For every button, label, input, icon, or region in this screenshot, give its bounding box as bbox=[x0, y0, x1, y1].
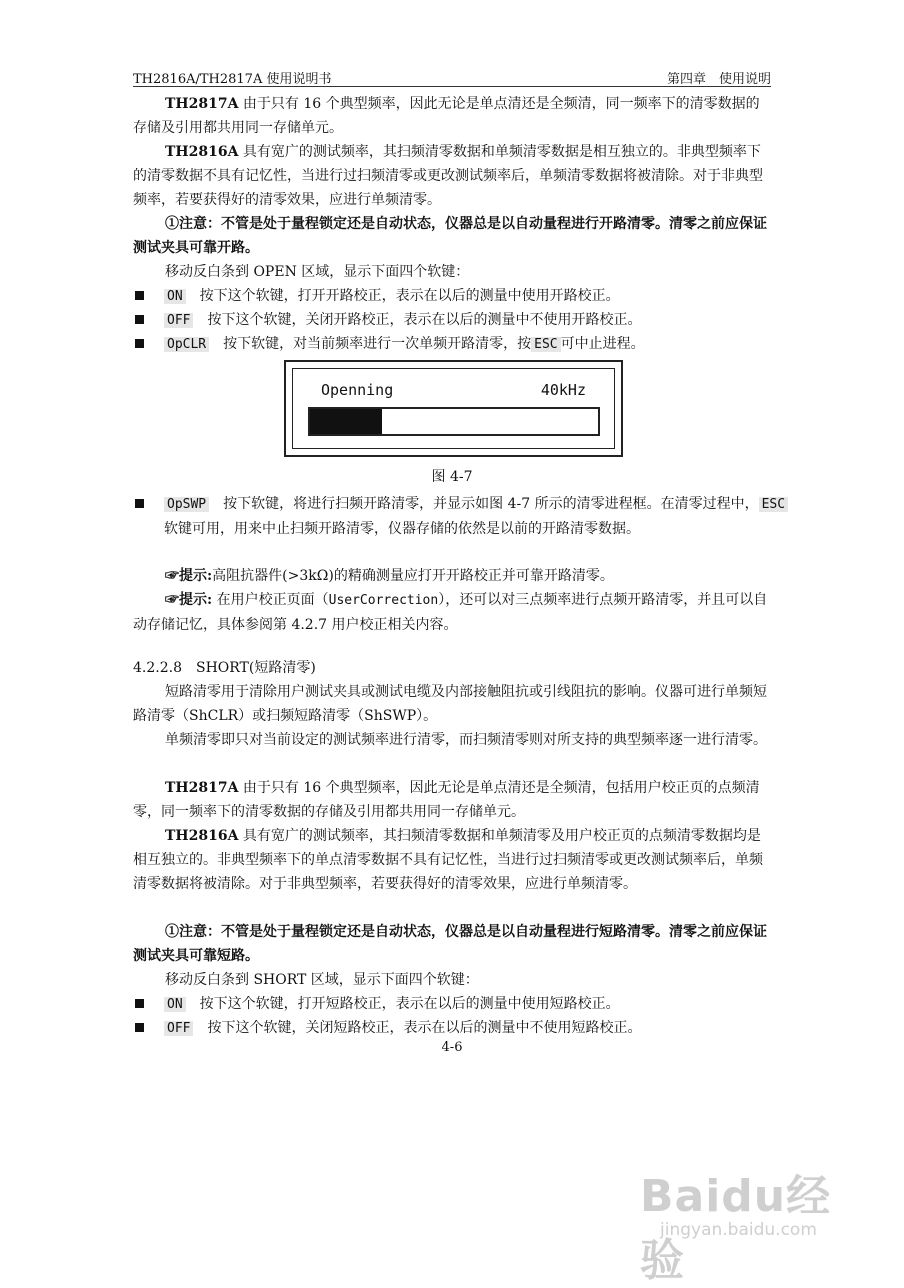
list-item: OFF 按下这个软键，关闭开路校正，表示在以后的测量中不使用开路校正。 bbox=[135, 308, 775, 333]
paragraph-th2817a-open: TH2817A 由于只有 16 个典型频率，因此无论是单点清还是全频清，同一频率下的清零数据的存储及引用都共用同一存储单元。 bbox=[133, 96, 760, 136]
softkey-esc[interactable]: ESC bbox=[759, 497, 788, 512]
tip-user-correction: ☞提示: 在用户校正页面（UserCorrection），还可以对三点频率进行点频开路清零，并且可以自动存储记忆，具体参阅第 4.2.7 用户校正相关内容。 bbox=[133, 592, 768, 633]
paragraph-short-single: 单频清零即只对当前设定的测试频率进行清零，而扫频清零则对所支持的典型频率逐一进行清零。 bbox=[165, 732, 767, 748]
watermark bbox=[640, 1160, 870, 1286]
progress-frequency: 40kHz bbox=[540, 381, 586, 399]
progress-fill bbox=[310, 409, 382, 434]
progress-label: Openning bbox=[321, 381, 394, 399]
section-heading: 4.2.2.8 SHORT(短路清零) bbox=[133, 660, 316, 676]
move-short: 移动反白条到 SHORT 区域，显示下面四个软键： bbox=[165, 972, 479, 988]
figure-caption: 图 4-7 bbox=[431, 469, 473, 485]
progress-dialog bbox=[284, 360, 623, 457]
header-chapter: 第四章 使用说明 bbox=[666, 72, 771, 87]
paragraph-th2817a-short: TH2817A 由于只有 16 个典型频率，因此无论是单点清还是全频清，包括用户校正页的点频清零，同一频率下的清零数据的存储及引用都共用同一存储单元。 bbox=[133, 780, 760, 820]
list-item: ON 按下这个软键，打开开路校正，表示在以后的测量中使用开路校正。 bbox=[135, 284, 775, 309]
tip-open-high-impedance: ☞提示:高阻抗器件(>3kΩ)的精确测量应打开开路校正并可靠开路清零。 bbox=[165, 568, 614, 584]
softkey-opclr[interactable]: OpCLR bbox=[164, 337, 209, 352]
note-open: ①注意：不管是处于量程锁定还是自动状态，仪器总是以自动量程进行开路清零。清零之前应保证测试夹具可靠开路。 bbox=[133, 216, 767, 256]
paragraph-th2816a-short: TH2816A 具有宽广的测试频率，其扫频清零数据和单频清零及用户校正页的点频清零数据均是相互独立的。非典型频率下的单点清零数据不具有记忆性，当进行过扫频清零或更改测试频率后，单频清零数据将被清除。对于非典型频率，若要获得好的清零效果，应进行单频清零。 bbox=[133, 828, 763, 892]
softkey-on[interactable]: ON bbox=[164, 997, 186, 1012]
move-open: 移动反白条到 OPEN 区域，显示下面四个软键： bbox=[165, 264, 470, 280]
watermark-logo: Baidu经验 bbox=[640, 1171, 832, 1286]
progress-bar bbox=[308, 407, 600, 436]
list-item: OFF 按下这个软键，关闭短路校正，表示在以后的测量中不使用短路校正。 bbox=[135, 1016, 775, 1041]
list-item: ON 按下这个软键，打开短路校正，表示在以后的测量中使用短路校正。 bbox=[135, 992, 775, 1017]
page-header bbox=[133, 66, 771, 87]
softkey-off[interactable]: OFF bbox=[164, 313, 193, 328]
watermark-url: jingyan.baidu.com bbox=[660, 1220, 817, 1240]
progress-dialog-inner bbox=[292, 368, 615, 449]
softkey-opswp[interactable]: OpSWP bbox=[164, 497, 209, 512]
softkey-esc[interactable]: ESC bbox=[531, 337, 560, 352]
page-number: 4-6 bbox=[441, 1040, 463, 1055]
softkey-off[interactable]: OFF bbox=[164, 1021, 193, 1036]
list-item: OpCLR 按下软键，对当前频率进行一次单频开路清零，按 ESC 可中止进程。 bbox=[135, 332, 775, 357]
paragraph-th2816a-open: TH2816A 具有宽广的测试频率，其扫频清零数据和单频清零数据是相互独立的。非典型频率下的清零数据不具有记忆性，当进行过扫频清零或更改测试频率后，单频清零数据将被清除。对于非典型频率，若要获得好的清零效果，应进行单频清零。 bbox=[133, 144, 763, 208]
paragraph-short-intro: 短路清零用于清除用户测试夹具或测试电缆及内部接触阻抗或引线阻抗的影响。仪器可进行单频短路清零（ShCLR）或扫频短路清零（ShSWP）。 bbox=[133, 684, 767, 724]
softkey-on[interactable]: ON bbox=[164, 289, 186, 304]
note-short: ①注意：不管是处于量程锁定还是自动状态，仪器总是以自动量程进行短路清零。清零之前应保证测试夹具可靠短路。 bbox=[133, 924, 767, 964]
list-item: OpSWP 按下软键，将进行扫频开路清零，并显示如图 4-7 所示的清零进程框。在清零过程中， ESC 软键可用，用来中止扫频开路清零，仪器存储的依然是以前的开路清零数据。 bbox=[135, 492, 804, 541]
header-title: TH2816A/TH2817A 使用说明书 bbox=[133, 72, 332, 87]
